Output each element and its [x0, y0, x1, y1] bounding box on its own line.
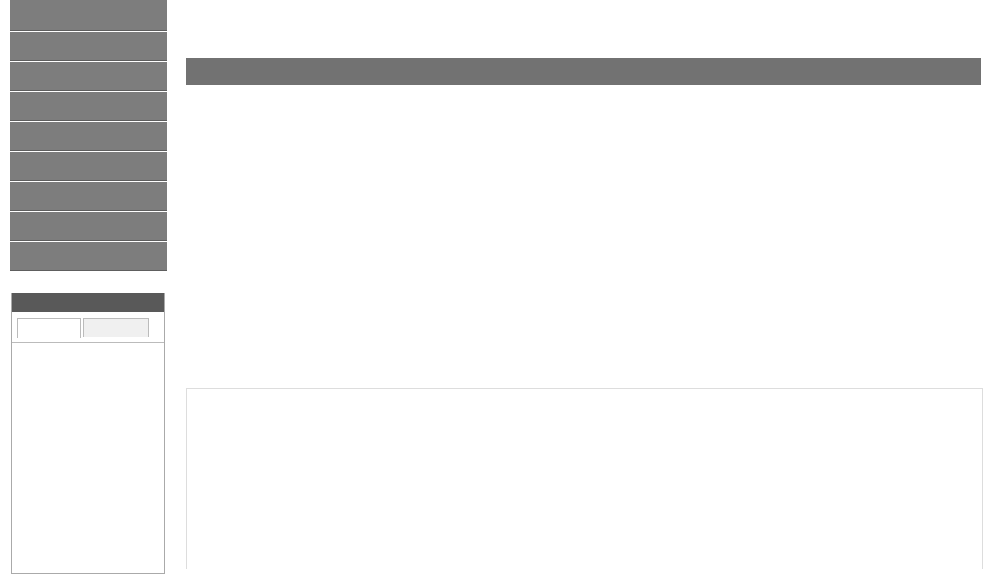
col-punkte — [786, 58, 824, 85]
nav-item-kalender[interactable] — [10, 32, 167, 61]
nav-item-verlegung[interactable] — [10, 62, 167, 91]
matches-frame — [186, 388, 983, 569]
nav-item-rangliste[interactable] — [10, 182, 167, 211]
nav-item-archiv[interactable] — [10, 152, 167, 181]
standings-header-row — [186, 58, 981, 85]
nav-item-verein[interactable] — [10, 0, 167, 31]
col-s-pkt — [896, 58, 981, 85]
col-minus-u — [741, 58, 764, 85]
col-sp — [663, 58, 693, 85]
topspieler-box — [11, 293, 165, 574]
col-pos — [186, 58, 221, 85]
nav-item-transfers[interactable] — [10, 92, 167, 121]
col-plus-u — [717, 58, 741, 85]
topspieler-tabs — [12, 318, 164, 343]
col-saetze — [858, 58, 896, 85]
col-spiel — [824, 58, 858, 85]
nav-item-dsqv-service[interactable] — [10, 122, 167, 151]
col-mannschaft — [221, 58, 663, 85]
tab-effektivitaet[interactable] — [17, 318, 81, 338]
tab-prozentual[interactable] — [83, 318, 149, 337]
sidebar-nav — [10, 0, 167, 272]
nav-item-kontakt[interactable] — [10, 212, 167, 241]
col-v — [764, 58, 786, 85]
topspieler-title — [12, 293, 164, 312]
nav-item-login[interactable] — [10, 242, 167, 271]
standings-table — [186, 58, 981, 85]
col-g — [693, 58, 717, 85]
